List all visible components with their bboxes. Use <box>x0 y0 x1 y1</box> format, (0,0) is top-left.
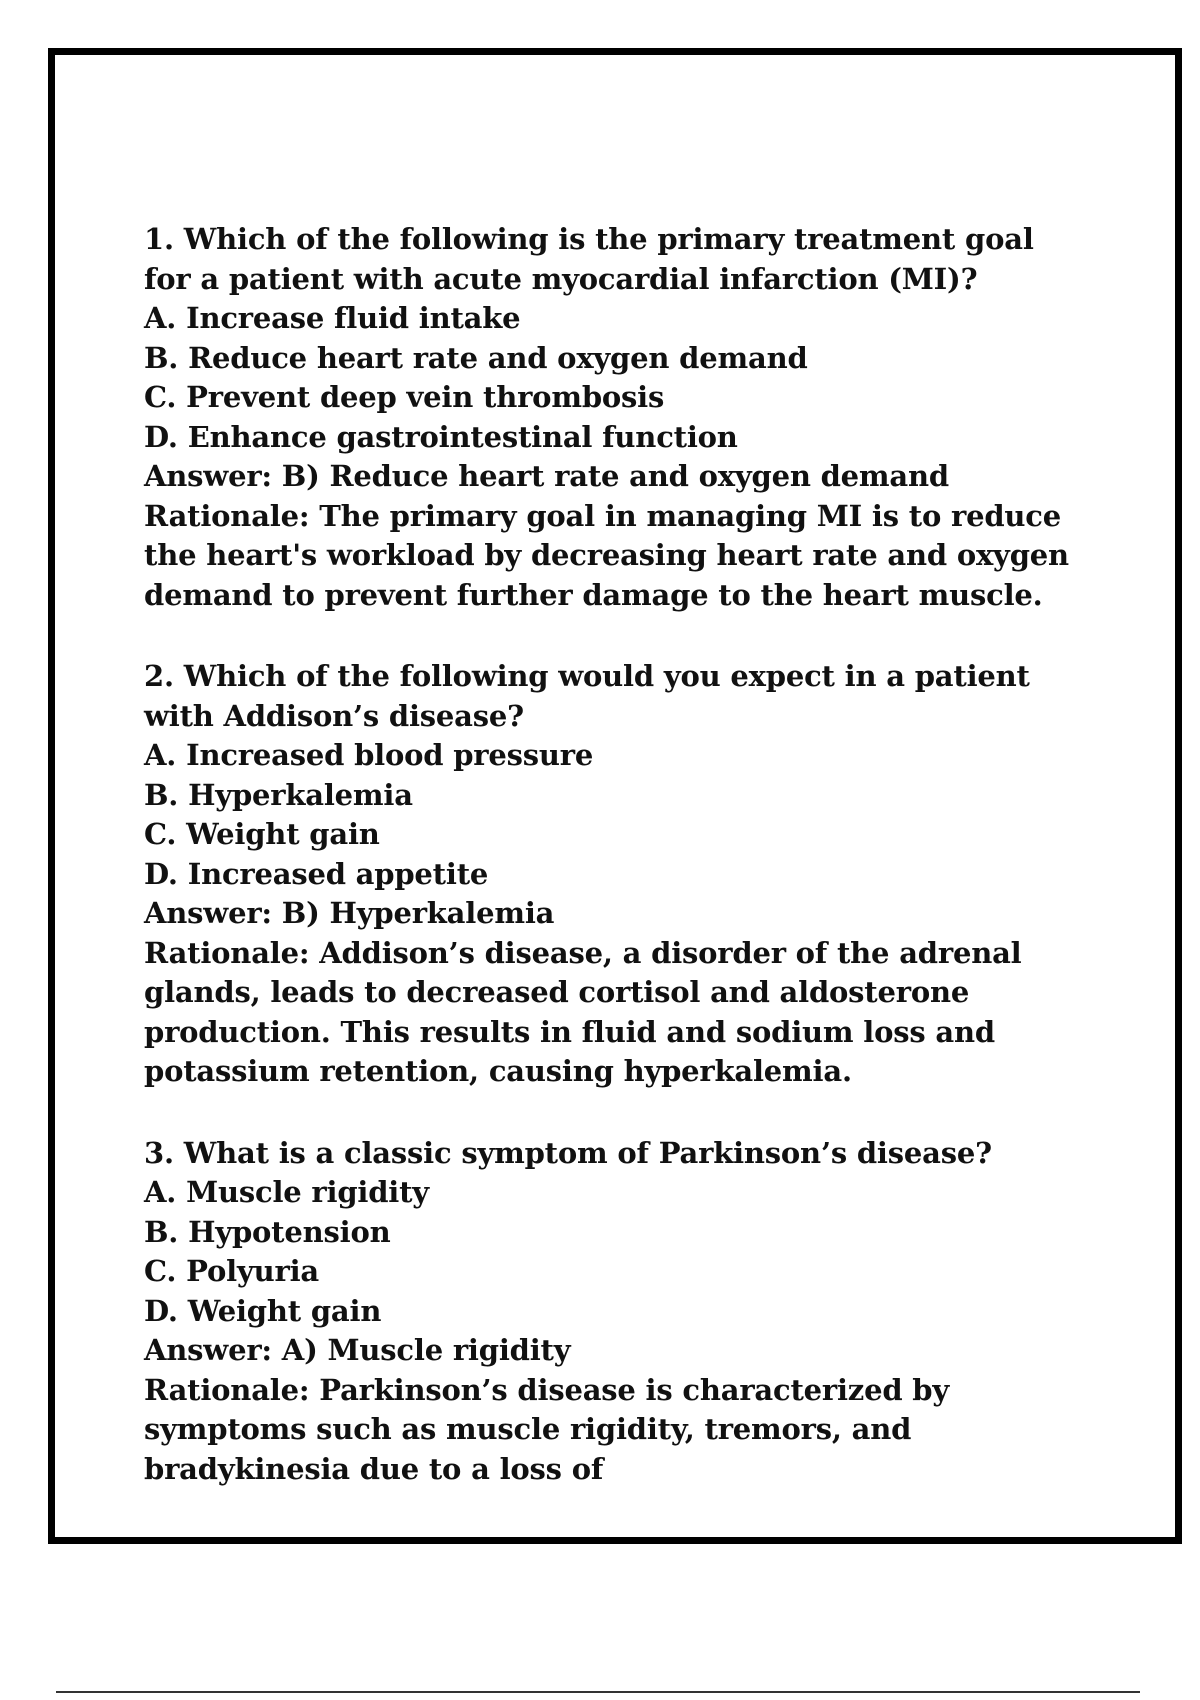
answer-text: Answer: B) Hyperkalemia <box>144 896 555 930</box>
answer-text: Answer: A) Muscle rigidity <box>144 1333 571 1367</box>
question-text: 1. Which of the following is the primary treatment goal for a patient with acute myocardial infarction (MI)? <box>144 222 1034 296</box>
option-d: D. Enhance gastrointestinal function <box>144 419 738 454</box>
document-body <box>144 220 1084 1531</box>
option-b: B. Reduce heart rate and oxygen demand <box>144 340 808 375</box>
option-d: D. Weight gain <box>144 1293 382 1328</box>
option-d: D. Increased appetite <box>144 856 489 891</box>
answer-text: Answer: B) Reduce heart rate and oxygen demand <box>144 459 949 493</box>
option-a: A. Muscle rigidity <box>144 1175 429 1209</box>
option-a: A. Increased blood pressure <box>144 738 594 772</box>
question-block-3 <box>144 1134 1084 1490</box>
question-block-2 <box>144 657 1084 1092</box>
rationale-text: Rationale: Addison’s disease, a disorder of the adrenal glands, leads to decreased cortisol and aldosterone production. This results in fluid and sodium loss and potassium retention, causing hyperkalemia. <box>144 935 1022 1088</box>
rationale-text: Rationale: Parkinson’s disease is characterized by symptoms such as muscle rigidity, tremors, and bradykinesia due to a loss of <box>144 1372 950 1486</box>
bottom-divider <box>56 1691 1140 1693</box>
option-c: C. Polyuria <box>144 1254 319 1288</box>
question-block-1 <box>144 220 1084 615</box>
question-text: 3. What is a classic symptom of Parkinson’s disease? <box>144 1135 992 1170</box>
rationale-text: Rationale: The primary goal in managing MI is to reduce the heart's workload by decreasing heart rate and oxygen demand to prevent further damage to the heart muscle. <box>144 498 1069 612</box>
option-c: C. Prevent deep vein thrombosis <box>144 380 665 414</box>
option-c: C. Weight gain <box>144 817 380 851</box>
question-text: 2. Which of the following would you expect in a patient with Addison’s disease? <box>144 659 1030 733</box>
option-a: A. Increase fluid intake <box>144 301 521 335</box>
option-b: B. Hyperkalemia <box>144 777 413 812</box>
option-b: B. Hypotension <box>144 1214 391 1249</box>
